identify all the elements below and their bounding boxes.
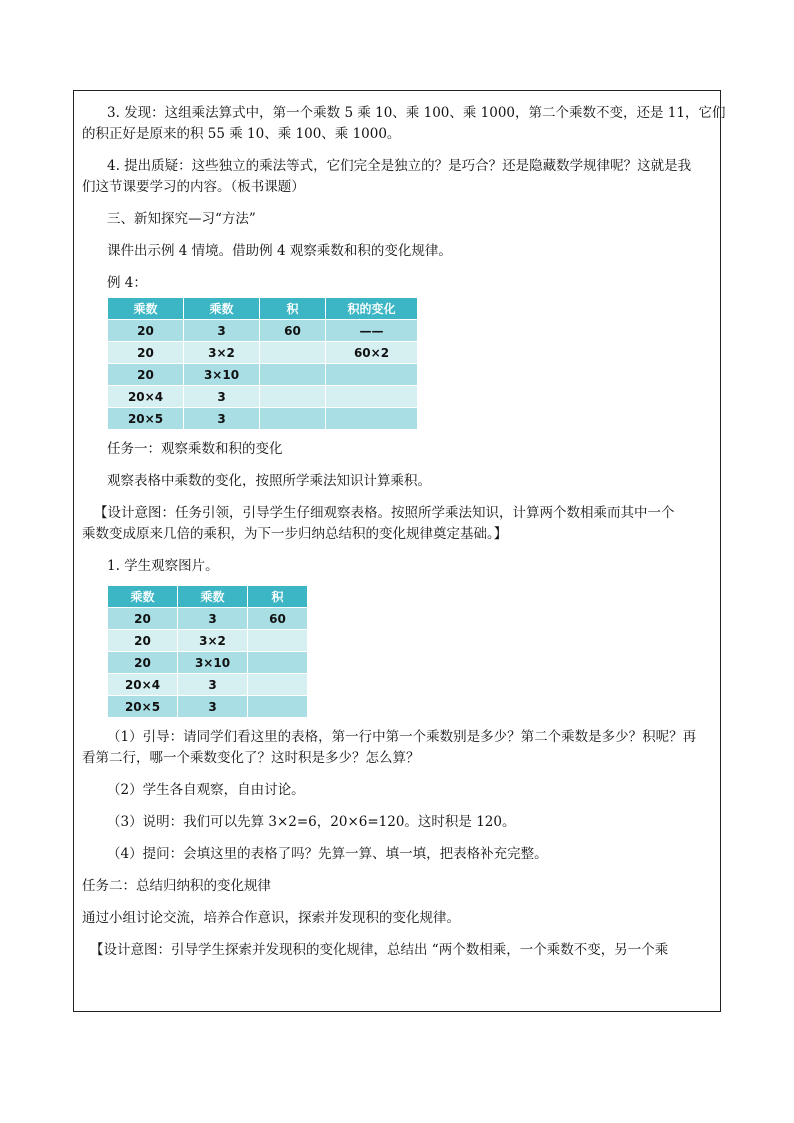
table-cell: 3 xyxy=(184,320,260,342)
example-label: 例 4： xyxy=(107,275,147,291)
table-header-cell: 乘数 xyxy=(108,298,184,320)
table-cell: 20 xyxy=(108,364,184,386)
table-cell xyxy=(260,364,326,386)
table-row xyxy=(108,342,418,364)
step1-text: 1. 学生观察图片。 xyxy=(107,558,219,574)
table-cell: 20 xyxy=(108,342,184,364)
table-cell: 20 xyxy=(108,320,184,342)
observation-table xyxy=(107,585,308,718)
table-header-cell: 乘数 xyxy=(108,586,178,608)
table-cell xyxy=(248,652,308,674)
table-cell: 20 xyxy=(108,608,178,630)
table-header-cell: 积的变化 xyxy=(326,298,418,320)
table-cell: 3 xyxy=(184,386,260,408)
table-cell: 20 xyxy=(108,630,178,652)
table-cell xyxy=(326,408,418,430)
table-cell xyxy=(326,386,418,408)
table-cell: 3 xyxy=(178,696,248,718)
task2-description: 通过小组讨论交流，培养合作意识，探索并发现积的变化规律。 xyxy=(82,910,460,926)
table-cell: 20×5 xyxy=(108,408,184,430)
table-cell xyxy=(260,386,326,408)
table-row xyxy=(108,408,418,430)
table-cell: 3 xyxy=(178,674,248,696)
table-cell: 20×5 xyxy=(108,696,178,718)
section-heading: 三、新知探究—习“方法” xyxy=(107,211,256,227)
table-header-cell: 乘数 xyxy=(184,298,260,320)
paragraph-discovery-line2: 的积正好是原来的积 55 乘 10、乘 100、乘 1000。 xyxy=(82,126,401,142)
table-row xyxy=(108,674,308,696)
table-cell: 3×10 xyxy=(184,364,260,386)
paragraph-question-line2: 们这节课要学习的内容。（板书课题） xyxy=(82,179,305,195)
table-cell: 3 xyxy=(178,608,248,630)
guide-question-line1: （1）引导：请同学们看这里的表格，第一行中第一个乘数别是多少？第二个乘数是多少？积呢？再 xyxy=(107,729,697,745)
table-cell: 20×4 xyxy=(108,386,184,408)
table-cell: 3×2 xyxy=(184,342,260,364)
task1-description: 观察表格中乘数的变化，按照所学乘法知识计算乘积。 xyxy=(107,473,431,489)
table-row xyxy=(108,696,308,718)
paragraph-discovery-line1: 3. 发现：这组乘法算式中，第一个乘数 5 乘 10、乘 100、乘 1000，第二个乘数不变，还是 11，它们 xyxy=(107,105,726,121)
table-row xyxy=(108,652,308,674)
design-intent-2-line1: 【设计意图：引导学生探索并发现积的变化规律，总结出 “两个数相乘，一个乘数不变，另一个乘 xyxy=(90,942,669,958)
table-cell xyxy=(260,342,326,364)
design-intent-1-line2: 乘数变成原来几倍的乘积，为下一步归纳总结积的变化规律奠定基础。】 xyxy=(82,526,508,542)
task1-heading: 任务一：观察乘数和积的变化 xyxy=(107,441,283,457)
table-row xyxy=(108,630,308,652)
table-cell xyxy=(248,630,308,652)
design-intent-1-line1: 【设计意图：任务引领，引导学生仔细观察表格。按照所学乘法知识，计算两个数相乘而其中一个 xyxy=(94,505,675,521)
table-header-cell: 积 xyxy=(248,586,308,608)
table-cell: 60 xyxy=(248,608,308,630)
explanation-text: （3）说明：我们可以先算 3×2=6，20×6=120。这时积是 120。 xyxy=(107,814,516,830)
guide-question-line2: 看第二行，哪一个乘数变化了？这时积是多少？怎么算？ xyxy=(82,750,420,766)
prompt-text: （4）提问：会填这里的表格了吗？先算一算、填一填，把表格补充完整。 xyxy=(107,846,548,862)
courseware-text: 课件出示例 4 情境。借助例 4 观察乘数和积的变化规律。 xyxy=(107,243,452,259)
example4-table xyxy=(107,297,418,430)
paragraph-question-line1: 4. 提出质疑：这些独立的乘法等式，它们完全是独立的？是巧合？还是隐藏数学规律呢？这就是我 xyxy=(107,158,692,174)
table-cell: 60 xyxy=(260,320,326,342)
table-cell xyxy=(248,696,308,718)
table-row xyxy=(108,386,418,408)
table-row xyxy=(108,320,418,342)
task2-heading: 任务二：总结归纳积的变化规律 xyxy=(82,878,271,894)
table-header-cell: 积 xyxy=(260,298,326,320)
table-cell: 60×2 xyxy=(326,342,418,364)
table-cell: 3×2 xyxy=(178,630,248,652)
table-cell: 20×4 xyxy=(108,674,178,696)
table-cell xyxy=(326,364,418,386)
table-cell: 3×10 xyxy=(178,652,248,674)
table-cell xyxy=(248,674,308,696)
lesson-content xyxy=(82,100,726,961)
table-header-cell: 乘数 xyxy=(178,586,248,608)
table-cell: —— xyxy=(326,320,418,342)
table-row xyxy=(108,364,418,386)
discussion-text: （2）学生各自观察，自由讨论。 xyxy=(107,782,305,798)
table-cell: 3 xyxy=(184,408,260,430)
table-cell: 20 xyxy=(108,652,178,674)
table-row xyxy=(108,608,308,630)
table-cell xyxy=(260,408,326,430)
